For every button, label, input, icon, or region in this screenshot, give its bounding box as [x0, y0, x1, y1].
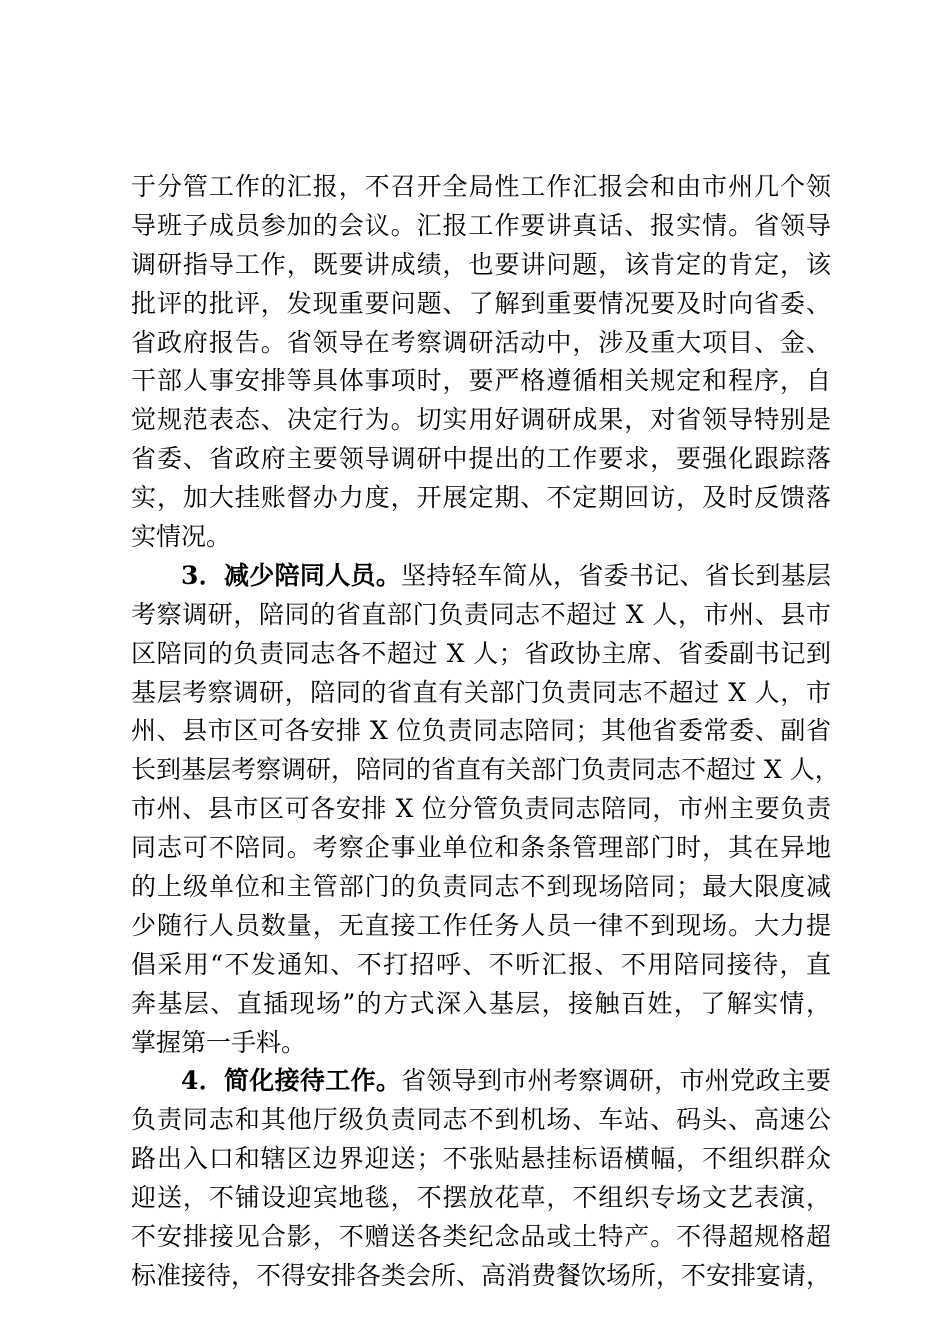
- text-line: 不安排接见合影，不赠送各类纪念品或土特产。不得超规格超: [131, 1222, 831, 1252]
- text-line: 实情况。: [131, 522, 232, 552]
- text-line: 干部人事安排等具体事项时，要严格遵循相关规定和程序，自: [131, 366, 831, 396]
- text-line: 州、县市区可各安排 X 位负责同志陪同；其他省委常委、副省: [131, 716, 831, 746]
- text-run: 省领导到市州考察调研，市州党政主要: [401, 1066, 831, 1096]
- text-line: 掌握第一手料。: [131, 1027, 307, 1057]
- section-heading: 3．减少陪同人员。: [181, 560, 402, 590]
- text-line: 负责同志和其他厅级负责同志不到机场、车站、码头、高速公: [131, 1105, 831, 1135]
- text-line: 市州、县市区可各安排 X 位分管负责同志陪同，市州主要负责: [131, 794, 831, 824]
- section-heading: 4．简化接待工作。: [181, 1066, 402, 1096]
- text-line: 省委、省政府主要领导调研中提出的工作要求，要强化跟踪落: [131, 444, 831, 474]
- text-line: 迎送，不铺设迎宾地毯，不摆放花草，不组织专场文艺表演，: [131, 1183, 831, 1213]
- paragraph-first-line: [131, 557, 831, 596]
- text-line: 路出入口和辖区边界迎送；不张贴悬挂标语横幅，不组织群众: [131, 1144, 831, 1174]
- text-line: 少随行人员数量，无直接工作任务人员一律不到现场。大力提: [131, 910, 831, 940]
- text-line: 省政府报告。省领导在考察调研活动中，涉及重大项目、金、: [131, 327, 831, 357]
- body-text: [131, 168, 840, 1296]
- text-line: 的上级单位和主管部门的负责同志不到现场陪同；最大限度减: [131, 872, 831, 902]
- text-line: 批评的批评，发现重要问题、了解到重要情况要及时向省委、: [131, 288, 831, 318]
- text-run: 坚持轻车简从，省委书记、省长到基层: [401, 560, 831, 590]
- text-line: 区陪同的负责同志各不超过 X 人；省政协主席、省委副书记到: [131, 638, 831, 668]
- text-line: 奔基层、直插现场”的方式深入基层，接触百姓，了解实情，: [131, 988, 831, 1018]
- text-line: 倡采用“不发通知、不打招呼、不听汇报、不用陪同接待，直: [131, 949, 831, 979]
- text-line: 觉规范表态、决定行为。切实用好调研成果，对省领导特别是: [131, 405, 831, 435]
- text-line: 标准接待，不得安排各类会所、高消费餐饮场所，不安排宴请，: [131, 1260, 832, 1290]
- text-line: 同志可不陪同。考察企事业单位和条条管理部门时，其在异地: [131, 833, 831, 863]
- text-line: 基层考察调研，陪同的省直有关部门负责同志不超过 X 人，市: [131, 677, 831, 707]
- text-line: 实，加大挂账督办力度，开展定期、不定期回访，及时反馈落: [131, 483, 831, 513]
- text-line: 导班子成员参加的会议。汇报工作要讲真话、报实情。省领导: [131, 210, 831, 240]
- text-line: 长到基层考察调研，陪同的省直有关部门负责同志不超过 X 人，: [131, 755, 840, 785]
- text-line: 于分管工作的汇报，不召开全局性工作汇报会和由市州几个领: [131, 172, 831, 201]
- text-line: 调研指导工作，既要讲成绩，也要讲问题，该肯定的肯定，该: [131, 249, 831, 279]
- paragraph-first-line: [131, 1062, 831, 1101]
- text-line: 考察调研，陪同的省直部门负责同志不超过 X 人，市州、县市: [131, 599, 831, 629]
